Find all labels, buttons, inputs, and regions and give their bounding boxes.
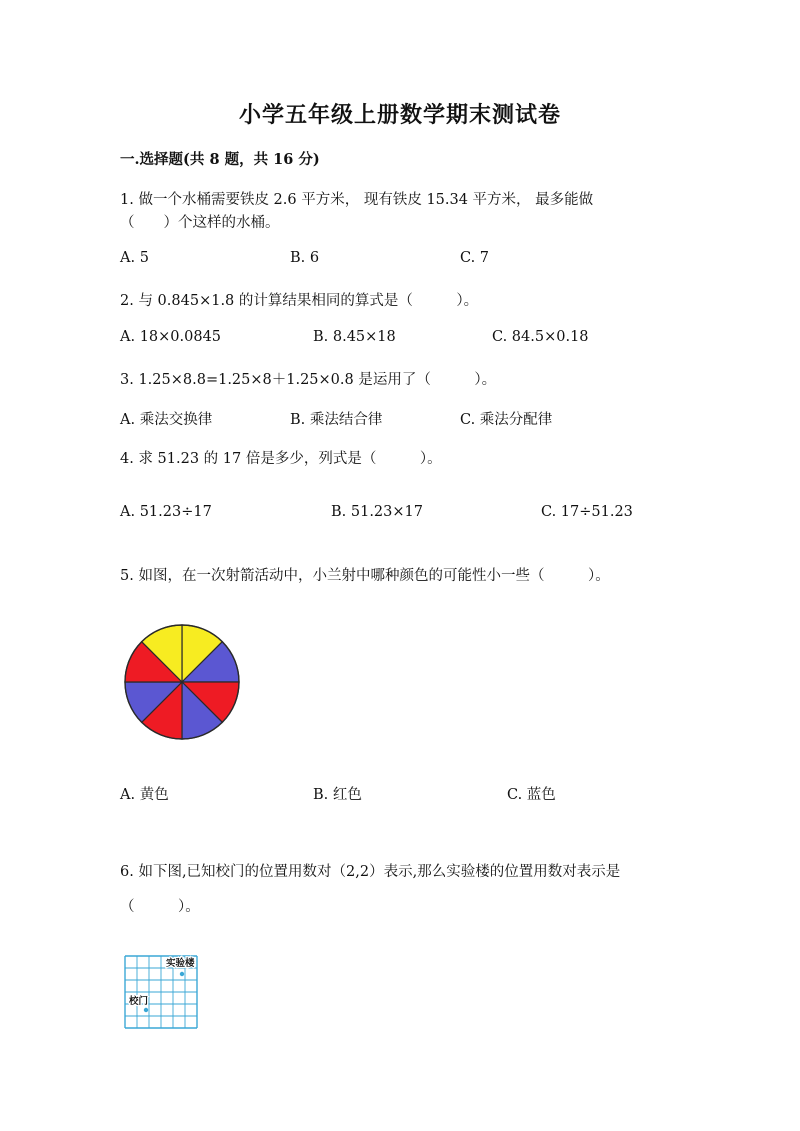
question-5-option-c[interactable]: C. 蓝色 <box>507 787 556 803</box>
question-1-option-b[interactable]: B. 6 <box>290 250 320 266</box>
question-1-line-1: 1. 做一个水桶需要铁皮 2.6 平方米， 现有铁皮 15.34 平方米， 最多能做 <box>120 192 594 208</box>
question-4-text: 4. 求 51.23 的 17 倍是多少，列式是（ ）。 <box>120 451 442 467</box>
question-2-option-a[interactable]: A. 18×0.0845 <box>120 329 222 345</box>
question-5-option-b[interactable]: B. 红色 <box>313 787 362 803</box>
question-4-option-a[interactable]: A. 51.23÷17 <box>120 504 212 520</box>
question-4-option-b[interactable]: B. 51.23×17 <box>331 504 423 520</box>
question-2-text: 2. 与 0.845×1.8 的计算结果相同的算式是（ ）。 <box>120 293 479 309</box>
question-3-option-b[interactable]: B. 乘法结合律 <box>290 412 383 428</box>
question-3-text: 3. 1.25×8.8=1.25×8＋1.25×0.8 是运用了（ ）。 <box>120 372 497 388</box>
question-2-option-b[interactable]: B. 8.45×18 <box>313 329 396 345</box>
question-3-option-a[interactable]: A. 乘法交换律 <box>120 412 213 428</box>
question-6-line-1: 6. 如下图,已知校门的位置用数对（2,2）表示,那么实验楼的位置用数对表示是 <box>120 864 621 880</box>
gate-point <box>144 1008 148 1012</box>
question-4-option-c[interactable]: C. 17÷51.23 <box>541 504 633 520</box>
campus-grid-figure <box>122 952 206 1032</box>
question-1-option-a[interactable]: A. 5 <box>120 250 149 266</box>
question-5-text: 5. 如图，在一次射箭活动中，小兰射中哪种颜色的可能性小一些（ ）。 <box>120 568 610 584</box>
question-2-option-c[interactable]: C. 84.5×0.18 <box>492 329 589 345</box>
question-5-option-a[interactable]: A. 黄色 <box>120 787 169 803</box>
section-heading: 一.选择题(共 8 题，共 16 分) <box>120 151 320 168</box>
lab-point <box>180 972 184 976</box>
question-3-option-c[interactable]: C. 乘法分配律 <box>460 412 553 428</box>
lab-label: 实验楼 <box>166 958 195 969</box>
gate-label: 校门 <box>129 996 149 1007</box>
question-1-option-c[interactable]: C. 7 <box>460 250 490 266</box>
page-title: 小学五年级上册数学期末测试卷 <box>238 102 561 128</box>
question-1-line-2: （ ）个这样的水桶。 <box>120 215 280 231</box>
target-wheel-figure <box>120 620 244 744</box>
question-6-line-2: （ ）。 <box>120 899 200 915</box>
